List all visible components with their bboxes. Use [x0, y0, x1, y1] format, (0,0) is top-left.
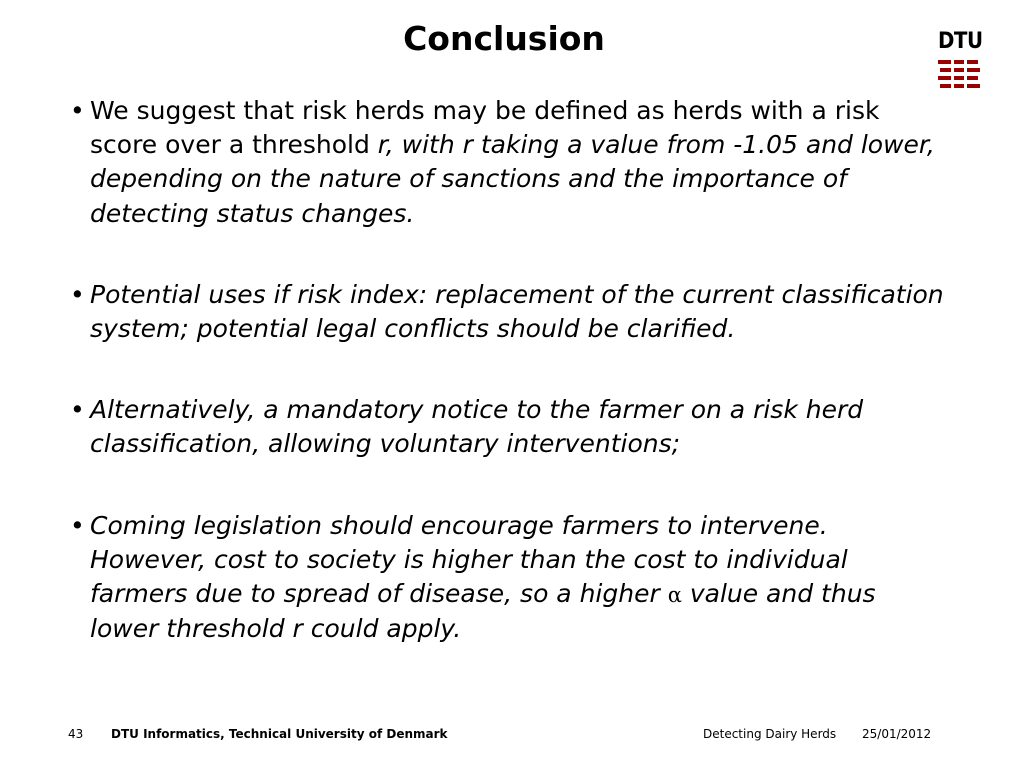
- slide-title: Conclusion: [403, 19, 605, 58]
- bullet-list: [70, 94, 950, 693]
- bullet-text-italic: Alternatively, a mandatory notice to the farmer on a risk herd classification, allowing voluntary interventions;: [90, 395, 864, 459]
- bullet-item-alternatively: [70, 393, 950, 461]
- bullet-marker: •: [70, 510, 85, 540]
- bullet-item-risk-herds: [70, 94, 950, 231]
- bullet-text-italic: Potential uses if risk index: replacement of the current classification system; potential legal conflicts should be clarified.: [90, 279, 944, 344]
- bullet-marker: •: [70, 96, 85, 125]
- bullet-marker: •: [70, 279, 85, 309]
- bullet-text: We suggest that risk herds may be defined as herds with a risk score over a threshold: [90, 96, 880, 160]
- bullet-item-potential-uses: [70, 278, 950, 346]
- dtu-logo-emblem-icon: [938, 58, 982, 92]
- dtu-logo-text: DTU: [938, 29, 983, 54]
- dtu-logo: [938, 30, 982, 92]
- bullet-item-legislation: [70, 509, 950, 647]
- slide-footer: [0, 724, 1024, 744]
- bullet-text-italic-end: value and thus lower threshold r could apply.: [90, 579, 876, 644]
- bullet-marker: •: [70, 395, 85, 425]
- page-number: 43: [68, 727, 84, 741]
- bullet-text-italic: Coming legislation should encourage farmers to intervene. However, cost to society is higher than the cost to individual farmers due to spread of disease, so a higher: [90, 510, 848, 609]
- footer-presentation-title: Detecting Dairy Herds: [703, 727, 837, 741]
- alpha-symbol: α: [667, 583, 682, 608]
- footer-organization: DTU Informatics, Technical University of Denmark: [111, 727, 448, 741]
- footer-date: 25/01/2012: [862, 727, 932, 741]
- bullet-text-italic: r, with r taking a value from -1.05 and lower, depending on the nature of sanctions and the importance of detecting status changes.: [90, 130, 935, 228]
